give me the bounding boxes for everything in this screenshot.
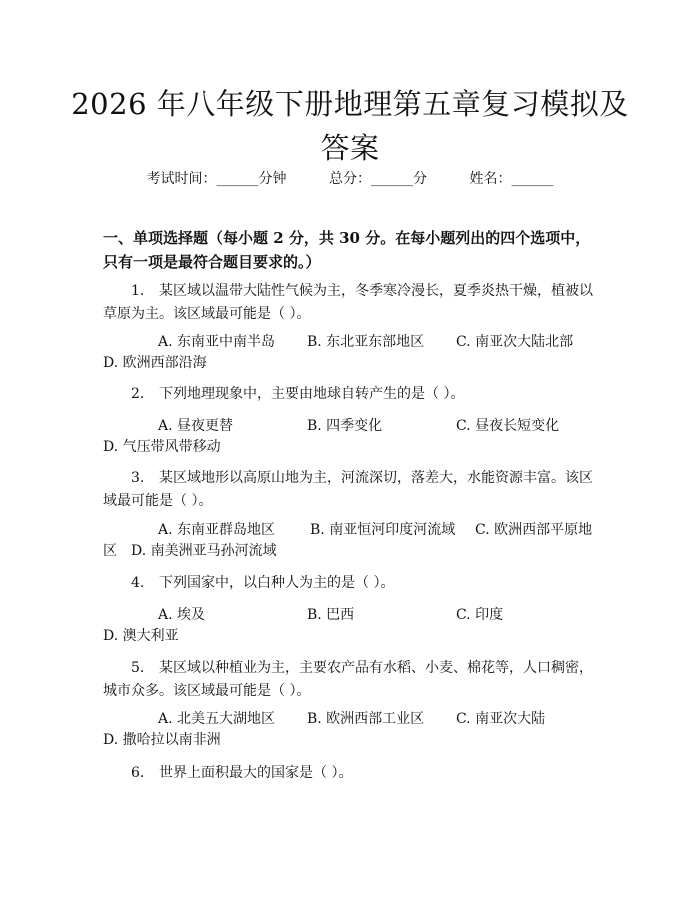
question-5-options (103, 709, 603, 751)
question-stem: 下列地理现象中，主要由地球自转产生的是（ ）。 (159, 386, 465, 402)
option-c-continued: 区 (103, 543, 117, 559)
option-b[interactable]: B. 南亚恒河印度河流域 (310, 522, 456, 538)
question-2 (103, 383, 603, 406)
option-d[interactable]: D. 南美洲亚马孙河流域 (131, 543, 277, 559)
option-d[interactable]: D. 撒哈拉以南非洲 (103, 732, 221, 748)
page-title: 2026 年八年级下册地理第五章复习模拟及答案 (71, 87, 629, 165)
option-a[interactable]: A. 昼夜更替 (158, 418, 234, 434)
question-stem: 某区域以温带大陆性气候为主，冬季寒冷漫长，夏季炎热干燥，植被以草原为主。该区域最可能是（ ）。 (103, 283, 593, 322)
option-c[interactable]: C. 南亚次大陆北部 (455, 334, 574, 350)
question-5 (103, 657, 603, 703)
question-3 (103, 467, 603, 513)
question-1 (103, 280, 603, 326)
question-stem: 某区域以种植业为主，主要农产品有水稻、小麦、棉花等，人口稠密，城市众多。该区域最可能是（ ）。 (103, 660, 593, 699)
question-number: 5. (131, 660, 145, 676)
option-b[interactable]: B. 欧洲西部工业区 (306, 711, 425, 727)
exam-info (0, 168, 700, 188)
student-name-field: 姓名：______ (469, 171, 554, 187)
option-d[interactable]: D. 澳大利亚 (103, 628, 179, 644)
option-a[interactable]: A. 北美五大湖地区 (158, 711, 276, 727)
question-2-options (103, 416, 603, 458)
section-heading: 一、单项选择题（每小题 2 分，共 30 分。在每小题列出的四个选项中，只有一项是最符合题目要求的。） (103, 229, 591, 271)
question-number: 3. (131, 470, 145, 486)
option-a[interactable]: A. 东南亚中南半岛 (158, 334, 276, 350)
question-number: 1. (131, 283, 145, 299)
question-3-options (103, 520, 603, 562)
option-b[interactable]: B. 四季变化 (306, 418, 383, 434)
option-c[interactable]: C. 南亚次大陆 (455, 711, 546, 727)
question-stem: 某区域地形以高原山地为主，河流深切，落差大，水能资源丰富。该区域最可能是（ ）。 (103, 470, 593, 509)
question-4 (103, 572, 603, 595)
question-number: 6. (131, 765, 145, 781)
question-stem: 世界上面积最大的国家是（ ）。 (159, 765, 353, 781)
option-b[interactable]: B. 巴西 (306, 607, 355, 623)
option-a[interactable]: A. 埃及 (158, 607, 206, 623)
option-c[interactable]: C. 印度 (455, 607, 504, 623)
option-d[interactable]: D. 欧洲西部沿海 (103, 355, 207, 371)
question-6 (103, 762, 603, 785)
option-d[interactable]: D. 气压带风带移动 (103, 439, 221, 455)
total-score-field: 总分：______分 (329, 171, 427, 187)
option-a[interactable]: A. 东南亚群岛地区 (158, 522, 276, 538)
question-number: 2. (131, 386, 145, 402)
option-c[interactable]: C. 欧洲西部平原地 (475, 522, 593, 538)
option-b[interactable]: B. 东北亚东部地区 (306, 334, 425, 350)
question-stem: 下列国家中，以白种人为主的是（ ）。 (159, 575, 395, 591)
question-number: 4. (131, 575, 145, 591)
option-c[interactable]: C. 昼夜长短变化 (455, 418, 560, 434)
question-4-options (103, 605, 603, 647)
question-1-options (103, 332, 603, 374)
exam-time-field: 考试时间：______分钟 (146, 171, 287, 187)
